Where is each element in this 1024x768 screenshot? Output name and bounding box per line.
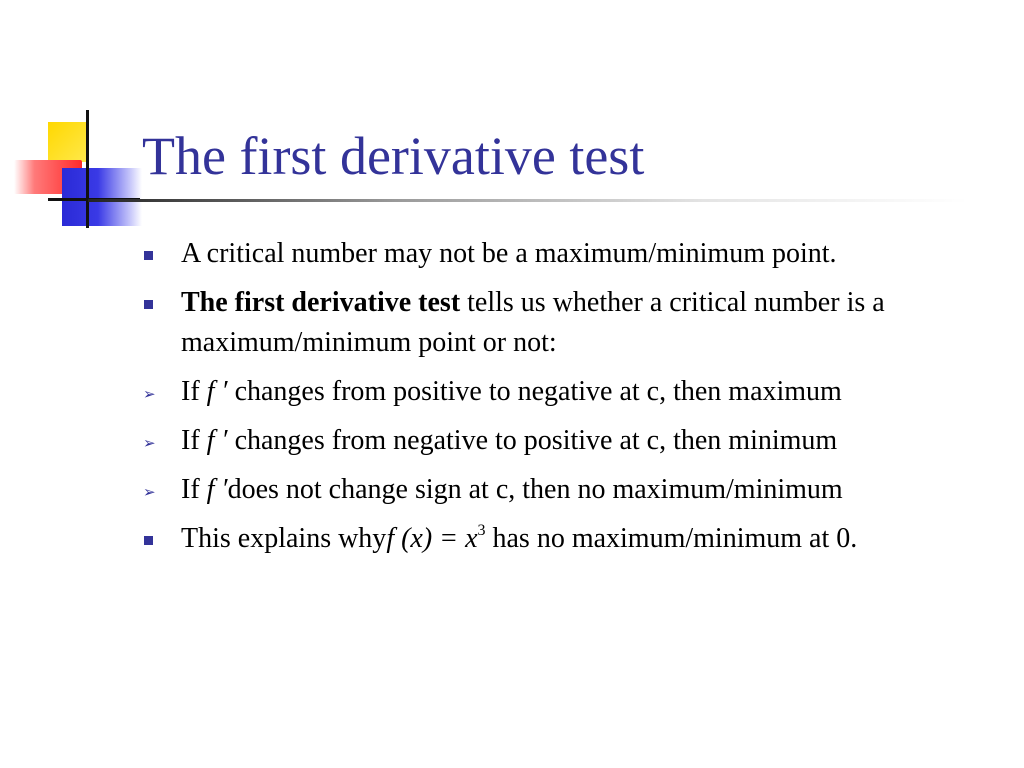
bullet-prefix: This explains why (181, 523, 387, 554)
bullet-text: does not change sign at c, then no maximum/minimum (227, 474, 843, 505)
arrow-bullet-icon: ➢ (143, 434, 156, 452)
math-expression: f (x) = x (386, 523, 478, 554)
square-bullet-icon (143, 519, 163, 559)
bullet-prefix: If (181, 425, 207, 456)
bullet-text: changes from positive to negative at c, then maximum (227, 376, 842, 407)
bullet-bold-text: The first derivative test (181, 287, 461, 318)
bullet-item (142, 372, 1012, 412)
bullet-text: tells us whether a critical number is a maximum/minimum point or not: (181, 287, 885, 358)
bullet-item (142, 421, 1012, 461)
arrow-bullet-icon: ➢ (143, 385, 156, 403)
bullet-prefix: If (181, 474, 207, 505)
math-expression: f ′ (206, 474, 228, 505)
bullet-list (142, 234, 1012, 568)
bullet-text: has no maximum/minimum at 0. (485, 523, 858, 554)
square-bullet-icon (143, 283, 163, 323)
slide-title: The first derivative test (142, 126, 645, 186)
bullet-item (142, 234, 1012, 274)
math-expression: f ′ (206, 376, 228, 407)
bullet-prefix: If (181, 376, 207, 407)
bullet-item (142, 283, 987, 363)
bullet-text: A critical number may not be a maximum/minimum point. (181, 238, 837, 269)
bullet-item (142, 470, 1012, 510)
title-underline (88, 199, 968, 202)
square-bullet-icon (143, 234, 163, 274)
bullet-item (142, 519, 1012, 559)
arrow-bullet-icon: ➢ (143, 483, 156, 501)
yellow-square-decoration (48, 122, 86, 162)
math-exponent: 3 (477, 522, 486, 539)
math-expression: f ′ (206, 425, 228, 456)
vertical-line-decoration (86, 110, 89, 228)
bullet-text: changes from negative to positive at c, then minimum (227, 425, 838, 456)
corner-decoration (0, 0, 140, 240)
blue-square-decoration (62, 168, 142, 226)
